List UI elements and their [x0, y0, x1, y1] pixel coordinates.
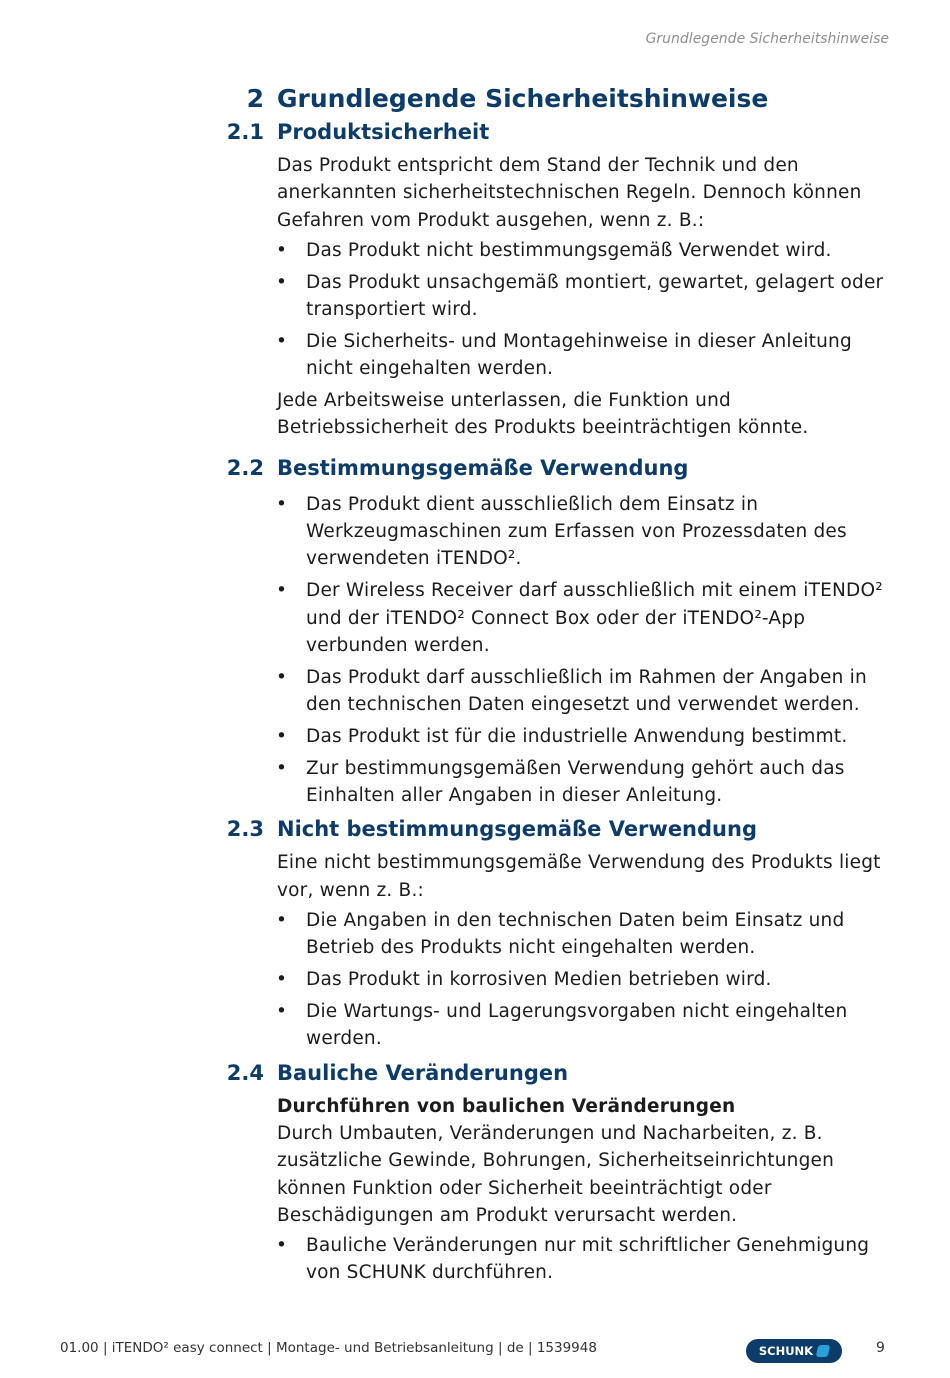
section-intro: Eine nicht bestimmungsgemäße Verwendung des Produkts liegt vor, wenn z. B.: [277, 852, 881, 901]
section-number: 2.4 [226, 1060, 264, 1085]
bullet-icon: • [276, 580, 288, 602]
section-number: 2.3 [226, 817, 264, 842]
bullet-icon: • [276, 239, 288, 261]
bullet-list [0, 491, 950, 810]
section-title: Nicht bestimmungsgemäße Verwendung [277, 817, 757, 842]
section-outro: Jede Arbeitsweise unterlassen, die Funktion und Betriebssicherheit des Produkts beeinträchtigen könnte. [277, 390, 809, 439]
bullet-icon: • [276, 725, 288, 747]
list-item: • Das Produkt darf ausschließlich im Rahmen der Angaben in den technischen Daten eingesetzt und verwendet werden. [306, 664, 896, 719]
section-heading-2-2 [0, 456, 950, 488]
bullet-list [0, 237, 950, 383]
list-item: • Das Produkt ist für die industrielle Anwendung bestimmt. [306, 723, 896, 750]
section-title: Bauliche Veränderungen [277, 1060, 569, 1085]
section-title: Produktsicherheit [277, 120, 490, 144]
section-number: 2.2 [226, 455, 264, 480]
schunk-logo [746, 1339, 842, 1363]
section-heading-2-1 [0, 120, 950, 152]
list-item: • Das Produkt dient ausschließlich dem Einsatz in Werkzeugmaschinen zum Erfassen von Prozessdaten des verwendeten iTENDO². [306, 491, 896, 573]
footer-doc-info: 01.00 | iTENDO² easy connect | Montage- und Betriebsanleitung | de | 1539948 [60, 1340, 597, 1356]
bullet-icon: • [276, 493, 288, 515]
bullet-icon: • [276, 1235, 288, 1257]
section-heading-2-4 [0, 1061, 950, 1093]
section-intro: Das Produkt entspricht dem Stand der Technik und den anerkannten sicherheitstechnischen Regeln. Dennoch können Gefahren vom Produkt ausgehen, wenn z. B.: [277, 155, 862, 231]
list-item: • Das Produkt in korrosiven Medien betrieben wird. [306, 966, 896, 993]
list-item: • Zur bestimmungsgemäßen Verwendung gehört auch das Einhalten aller Angaben in dieser Anleitung. [306, 755, 896, 810]
bullet-icon: • [276, 666, 288, 688]
chapter-number: 2 [246, 84, 264, 113]
list-item: • Die Sicherheits- und Montagehinweise in dieser Anleitung nicht eingehalten werden. [306, 328, 896, 383]
page-number: 9 [876, 1340, 885, 1356]
section-title: Bestimmungsgemäße Verwendung [277, 455, 689, 480]
list-item: • Das Produkt unsachgemäß montiert, gewartet, gelagert oder transportiert wird. [306, 269, 896, 324]
list-item: • Die Angaben in den technischen Daten beim Einsatz und Betrieb des Produkts nicht eingehalten werden. [306, 907, 896, 962]
section-subheading: Durchführen von baulichen Veränderungen [277, 1095, 736, 1117]
bullet-icon: • [276, 271, 288, 293]
list-item: • Das Produkt nicht bestimmungsgemäß Verwendet wird. [306, 237, 896, 264]
bullet-icon: • [276, 757, 288, 779]
logo-mark-icon [816, 1345, 831, 1357]
bullet-list [0, 907, 950, 1053]
running-header: Grundlegende Sicherheitshinweise [645, 31, 889, 47]
bullet-icon: • [276, 1001, 288, 1023]
chapter-heading [0, 84, 950, 120]
bullet-icon: • [276, 909, 288, 931]
list-item: • Die Wartungs- und Lagerungsvorgaben nicht eingehalten werden. [306, 998, 896, 1053]
list-item: • Der Wireless Receiver darf ausschließlich mit einem iTENDO² und der iTENDO² Connect Box oder der iTENDO²-App verbunden werden. [306, 577, 896, 659]
page-content [0, 84, 950, 1291]
section-intro: Durch Umbauten, Veränderungen und Nacharbeiten, z. B. zusätzliche Gewinde, Bohrungen, Sicherheitseinrichtungen können Funktion oder Sicherheit beeinträchtigt oder Beschädigungen am Produkt verursacht werden. [277, 1122, 835, 1226]
bullet-icon: • [276, 969, 288, 991]
bullet-icon: • [276, 330, 288, 352]
section-heading-2-3 [0, 817, 950, 849]
section-number: 2.1 [226, 120, 264, 144]
logo-text: SCHUNK [758, 1344, 814, 1358]
bullet-list [0, 1232, 950, 1287]
chapter-title: Grundlegende Sicherheitshinweise [277, 84, 769, 113]
list-item: • Bauliche Veränderungen nur mit schriftlicher Genehmigung von SCHUNK durchführen. [306, 1232, 896, 1287]
